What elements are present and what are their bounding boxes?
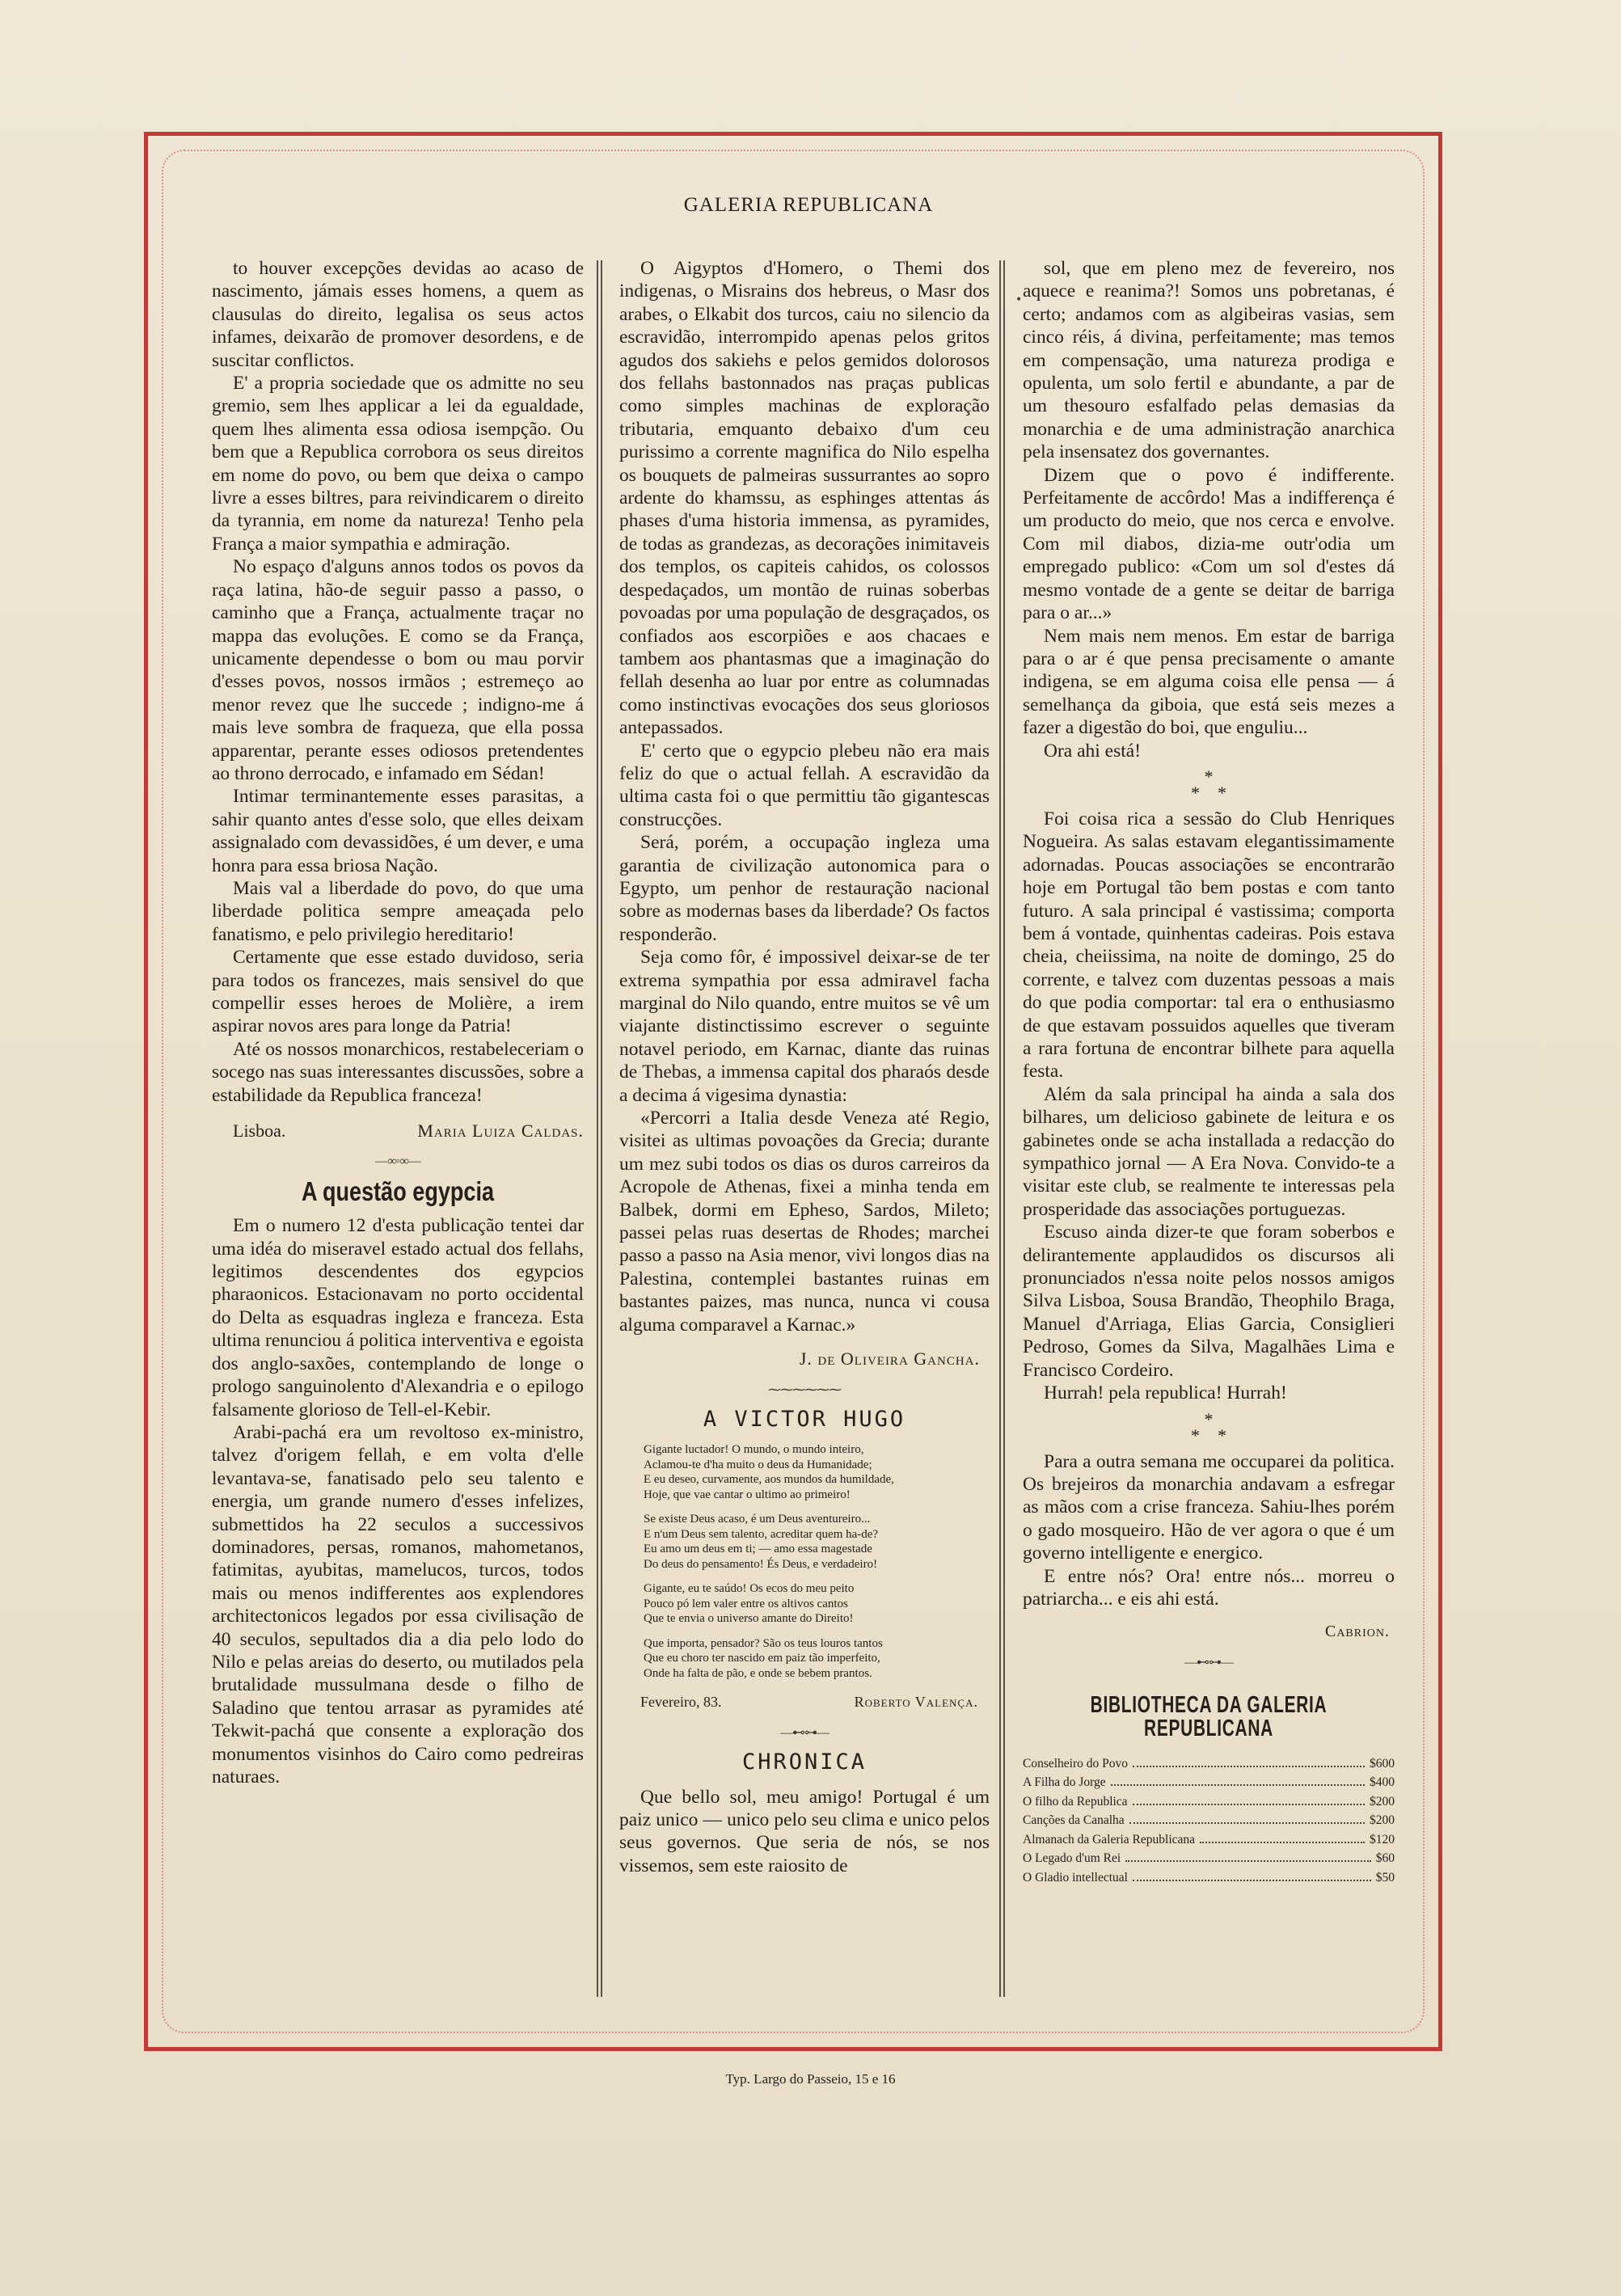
- ornament-divider-4: —⊷⊶—: [1184, 1655, 1233, 1669]
- poem-line: Onde ha falta de pão, e onde se bebem prantos.: [644, 1666, 872, 1680]
- col3-paragraphs-c: [1023, 1450, 1395, 1611]
- column-1: [212, 257, 584, 1788]
- poem-line: Pouco pó lem valer entre os altivos cantos: [644, 1597, 848, 1610]
- poem-stanza: [644, 1442, 990, 1502]
- paragraph: E' certo que o egypcio plebeu não era mais feliz do que o actual fellah. A escravidão da ultima casta foi o que permittiu tão gigantescas construcções.: [619, 740, 990, 830]
- bibliotheca-item-title: Conselheiro do Povo: [1023, 1756, 1129, 1771]
- poem-line: E eu deseo, curvamente, aos mundos da humildade,: [644, 1473, 894, 1487]
- bibliotheca-item-price: $120: [1370, 1832, 1395, 1847]
- poem-line: Do deus do pensamento! És Deus, e verdadeiro!: [644, 1557, 878, 1571]
- bibliotheca-item: [1023, 1868, 1395, 1888]
- dot-leader: [1200, 1842, 1365, 1843]
- paragraph: Para a outra semana me occuparei da politica. Os brejeiros da monarchia andavam a esfregar as mãos com a crise franceza. Sahiu-lhes porém o gado mosqueiro. Hão de ver agora o que é um governo intelligente e energico.: [1023, 1450, 1395, 1564]
- paragraph: sol, que em pleno mez de fevereiro, nos aquece e reanima?! Somos uns pobretanas, é certo; andamos com as algibeiras vasias, sem cinco réis, á divina, perfeitamente; mas temos em compensação, uma natureza prodiga e opulenta, um solo fertil e abundante, a par de um thesouro esfalfado pelas demasias da monarchia e de uma administração anarchica pela insensatez dos governantes.: [1023, 258, 1395, 463]
- bibliotheca-item-title: O filho da Republica: [1023, 1794, 1128, 1809]
- bibliotheca-item: [1023, 1792, 1395, 1812]
- col3-paragraphs: [1023, 257, 1395, 762]
- col3-paragraphs-b: [1023, 808, 1395, 1405]
- signature-line: [212, 1120, 584, 1142]
- place: Lisboa.: [233, 1121, 286, 1142]
- asterism-1: * * *: [1191, 766, 1226, 803]
- bibliotheca-item: [1023, 1754, 1395, 1774]
- bibliotheca-item: [1023, 1773, 1395, 1792]
- ornament-divider: —∞◦∞—: [375, 1154, 420, 1169]
- ornament-divider-2: ⁓⁓⁓⁓⁓⁓: [768, 1382, 841, 1397]
- chronicle-start: Que bello sol, meu amigo! Portugal é um paiz unico — unico pelo seu clima e unico pelos seus governos. Que seria de nós, se nos vissemos, sem este raiosito de: [619, 1786, 990, 1876]
- paragraph: Além da sala principal ha ainda a sala dos bilhares, um delicioso gabinete de leitura e os gabinetes onde se acha installada a redacção do sympathico jornal — A Era Nova. Convido-te a visitar este club, se realmente te interessas pela prosperidade das associações portuguezas.: [1023, 1083, 1395, 1220]
- bibliotheca-item-price: $50: [1375, 1870, 1395, 1884]
- author-gancha: J. de Oliveira Gancha.: [799, 1348, 980, 1370]
- poem-date: Fevereiro, 83.: [640, 1694, 722, 1711]
- bibliotheca-item-price: $400: [1370, 1775, 1395, 1790]
- poem-line: Que importa, pensador? São os teus louros tantos: [644, 1636, 883, 1650]
- dot-leader: [1125, 1860, 1371, 1862]
- poem-signature: [619, 1690, 990, 1713]
- poem-author: Roberto Valença.: [854, 1694, 978, 1711]
- paragraph: Ora ahi está!: [1044, 740, 1142, 762]
- col1-paragraphs: [212, 257, 584, 1107]
- bibliotheca-item-title: Almanach da Galeria Republicana: [1023, 1832, 1196, 1847]
- dot-leader: [1111, 1784, 1365, 1786]
- paragraph: E entre nós? Ora! entre nós... morreu o patriarcha... e eis ahi está.: [1023, 1565, 1395, 1610]
- paragraph: to houver excepções devidas ao acaso de nascimento, jámais esses homens, a quem as clausulas do direito, legalisa os seus actos infames, deixarão de promover desordens, e de suscitar conflictos.: [212, 258, 584, 371]
- bullet-mark: •: [1015, 293, 1023, 306]
- poem-line: Que te envia o universo amante do Direito!: [644, 1612, 854, 1626]
- poem-line: Eu amo um deus em ti; — amo essa magestade: [644, 1543, 872, 1556]
- bibliotheca-item: [1023, 1849, 1395, 1868]
- col2-paragraphs: [619, 257, 990, 1336]
- printer-imprint: Typ. Largo do Passeio, 15 e 16: [725, 2071, 896, 2087]
- article-title-questao-egypcia: A questão egypcia: [301, 1175, 495, 1206]
- paragraph: O Aigyptos d'Homero, o Themi dos indigenas, o Misrains dos hebreus, o Masr dos arabes, o Elkabit dos turcos, caiu no silencio da escravidão, interrompido apenas pelos gritos agudos dos sakiehs e pelos gemidos dolorosos dos fellahs bastonnados nas praças publicas como simples machinas de exploração tributaria, emquanto debaixo d'um ceu purissimo a corrente magnifica do Nilo espelha os bouquets de palmeiras sussurrantes ao sopro ardente do khamssu, as esphinges attentas ás phases d'uma historia immensa, as pyramides, de todas as grandezas, as decorações inimitaveis dos templos, os capiteis cahidos, os colossos despedaçados, um montão de ruinas soberbas povoadas por uma população de desgraçados, os confiados aos escorpiões e aos chacaes e tambem aos phantasmas que a imaginação do fellah desenha ao luar por entre as columnadas como instinctivas evocações dos seus gloriosos antepassados.: [619, 258, 990, 739]
- column-3: [1023, 257, 1395, 1887]
- bibliotheca-item: [1023, 1830, 1395, 1850]
- paragraph: Arabi-pachá era um revoltoso ex-ministro, talvez d'origem fellah, e em volta d'elle levantava-se, fanatisado pelo seu talento e energia, um grande numero d'esses infelizes, submettidos ha 22 seculos a successivos dominadores, persas, romanos, mahometanos, fatimitas, ayubitas, mamelucos, turcos, todos mais ou menos indifferentes aos explendores architectonicos legados por essa civilisação de 40 seculos, sepultados dia a dia pelo lodo do Nilo e pelas areias do deserto, ou mutilados pela brutalidade mussulmana desde o filho de Saladino que tentou arrasar as pyramides até Tekwit-pachá que consente a exploração dos monumentos visinhos do Cairo como pedreiras naturaes.: [212, 1421, 584, 1787]
- bibliotheca-item-price: $600: [1370, 1756, 1395, 1771]
- bibliotheca-item-price: $60: [1375, 1851, 1395, 1866]
- bibliotheca-item-title: Canções da Canalha: [1023, 1813, 1125, 1828]
- poem-line: E n'um Deus sem talento, acreditar quem ha-de?: [644, 1527, 879, 1541]
- paragraph: Em o numero 12 d'esta publicação tentei dar uma idéa do miseravel estado actual dos fellahs, legitimos descendentes dos egypcios pharaonicos. Estacionavam no porto occidental do Delta as esquadras ingleza e franceza. Esta ultima renunciou á politica interventiva e egoista dos anglo-saxões, contemplando de longe o prologo sanguinolento d'Alexandria e o epilogo falsamente glorioso de Tell-el-Kebir.: [212, 1215, 584, 1420]
- column-rule-1: [597, 260, 602, 1997]
- paragraph: E' a propria sociedade que os admitte no seu gremio, sem lhes applicar a lei da egualdade, quem lhes alimenta essa odiosa isempção. Ou bem que a Republica corrobora os seus direitos em nome do povo, ou bem que deixa o campo livre a esses biltres, para reivindicarem o direito da tyrannia, em nome da natureza! Tenho pela França a maior sympathia e admiração.: [212, 373, 584, 555]
- poem-line: Que eu choro ter nascido em paiz tão imperfeito,: [644, 1652, 880, 1665]
- author-cabrion: Cabrion.: [1324, 1623, 1390, 1641]
- dot-leader: [1129, 1822, 1365, 1824]
- dot-leader: [1133, 1804, 1365, 1805]
- paragraph: «Percorri a Italia desde Veneza até Regio, visitei as ultimas povoações da Grecia; durante um mez subi todos os dias os duros carreiros da Acropole de Athenas, fixei a minha tenda em Balbek, dormi em Epheso, Sardos, Mileto; passei pelas ruas desertas de Rhodes; marchei passo a passo na Asia menor, vivi longos dias na Palestina, contemplei bastantes ruinas em bastantes paizes, mas nunca, nunca vi cousa alguma comparavel a Karnac.»: [619, 1108, 990, 1336]
- poem-stanza: [644, 1512, 990, 1572]
- bibliotheca-item: [1023, 1811, 1395, 1830]
- poem-line: Aclamou-te d'ha muito o deus da Humanidade;: [644, 1458, 872, 1471]
- dot-leader: [1133, 1880, 1371, 1881]
- bibliotheca-title: BIBLIOTHECA DA GALERIA REPUBLICANA: [1090, 1692, 1328, 1741]
- paragraph: Hurrah! pela republica! Hurrah!: [1044, 1382, 1287, 1404]
- bibliotheca-item-title: O Gladio intellectual: [1023, 1870, 1128, 1884]
- bibliotheca-list: [1023, 1754, 1395, 1888]
- paragraph: Dizem que o povo é indifferente. Perfeitamente de accôrdo! Mas a indifferença é um producto do meio, que nos cerca e envolve. Com mil diabos, dizia-me outr'odia um empregado publico: «Com um sol d'estes dá mesmo vontade de a gente se deitar de barriga para o ar...»: [1023, 464, 1395, 624]
- author-caldas: Maria Luiza Caldas.: [417, 1121, 584, 1142]
- column-rule-2: [999, 260, 1005, 1997]
- paragraph: Nem mais nem menos. Em estar de barriga para o ar é que pensa precisamente o amante indigena, se em alguma coisa elle pensa — á semelhança da giboia, que está seis mezes a fazer a digestão do boi, que enguliu...: [1023, 625, 1395, 739]
- paragraph: Será, porém, a occupação ingleza uma garantia de civilização autonomica para o Egypto, um penhor de restauração nacional sobre as modernas bases da liberdade? Os factos responderão.: [619, 832, 990, 945]
- poem-line: Gigante, eu te saúdo! Os ecos do meu peito: [644, 1582, 855, 1596]
- paragraph: Intimar terminantemente esses parasitas, a sahir quanto antes d'esse solo, que elles deixam assignalado com devassidões, é um dever, e uma honra para essa briosa Nação.: [212, 786, 584, 876]
- asterism-2: * * *: [1191, 1408, 1226, 1446]
- paragraph: Certamente que esse estado duvidoso, seria para todos os francezes, mais sensivel do que compellir esses heroes de Molière, a irem aspirar novos ares para longe da Patria!: [212, 947, 584, 1037]
- paragraph: Mais val a liberdade do povo, do que uma liberdade politica sempre ameaçada pelo fanatismo, e pelo privilegio hereditario!: [212, 877, 584, 945]
- poem-line: Hoje, que vae cantar o ultimo ao primeiro!: [644, 1488, 851, 1501]
- bibliotheca-item-price: $200: [1370, 1794, 1395, 1809]
- poem-line: Se existe Deus acaso, é um Deus aventureiro...: [644, 1513, 871, 1526]
- poem-line: Gigante luctador! O mundo, o mundo inteiro,: [644, 1443, 864, 1457]
- poem-stanza: [644, 1581, 990, 1627]
- column-2: [619, 257, 990, 1877]
- article-paragraphs: [212, 1214, 584, 1788]
- chronicle-title: CHRONICA: [741, 1749, 867, 1775]
- paragraph: Seja como fôr, é impossivel deixar-se de ter extrema sympathia por essa admiravel facha marginal do Nilo quando, entre muitos se vê um viajante distinctissimo escrever o seguinte notavel periodo, em Karnac, diante das ruinas de Thebas, a immensa capital dos pharaós desde a decima á vigesima dynastia:: [619, 947, 990, 1106]
- bibliotheca-item-title: O Legado d'um Rei: [1023, 1851, 1121, 1866]
- dot-leader: [1133, 1766, 1365, 1767]
- poem-body: [644, 1442, 990, 1681]
- paragraph: Foi coisa rica a sessão do Club Henriques Nogueira. As salas estavam elegantissimamente adornadas. Poucas associações se encontrarão hoje em Portugal tão bem postas e com tanto futuro. A sala principal é vastissima; comporta bem á vontade, quinhentas cadeiras. Pois estava cheia, cheiissima, na noite de domingo, 25 do corrente, e talvez com duzentas pessoas a mais do que podia comportar: tal era o enthusiasmo de que estavam possuidos aquelles que tiveram a rara fortuna de encontrar bilhete para aquella festa.: [1023, 808, 1395, 1083]
- poem-stanza: [644, 1636, 990, 1682]
- paragraph: No espaço d'alguns annos todos os povos da raça latina, hão-de seguir passo a passo, o caminho que a França, actualmente traçar no mappa das evoluções. E como se da França, unicamente dependesse o bom ou mau porvir d'esses povos, nossos irmãos ; estremeço ao menor revez que lhe succede ; indigno-me á mais leve sombra de fraqueza, que ella possa apparentar, perante esses odiosos pretendentes ao throno derrocado, e infamado em Sédan!: [212, 556, 584, 784]
- bibliotheca-item-price: $200: [1370, 1813, 1395, 1828]
- bibliotheca-item-title: A Filha do Jorge: [1023, 1775, 1106, 1790]
- paragraph: Até os nossos monarchicos, restabeleceriam o socego nas suas interessantes discussões, sobre a estabilidade da Republica franceza!: [212, 1038, 584, 1106]
- masthead: GALERIA REPUBLICANA: [683, 194, 934, 216]
- paragraph: Escuso ainda dizer-te que foram soberbos e delirantemente applaudidos os discursos ali pronunciados n'essa noite pelos nossos amigos Silva Lisboa, Sousa Brandão, Theophilo Braga, Manuel d'Arriaga, Elias Garcia, Consiglieri Pedroso, Gomes da Silva, Magalhães Lima e Francisco Cordeiro.: [1023, 1222, 1395, 1381]
- poem-title: A VICTOR HUGO: [703, 1406, 906, 1432]
- ornament-divider-3: —⊷⊶—: [780, 1725, 829, 1740]
